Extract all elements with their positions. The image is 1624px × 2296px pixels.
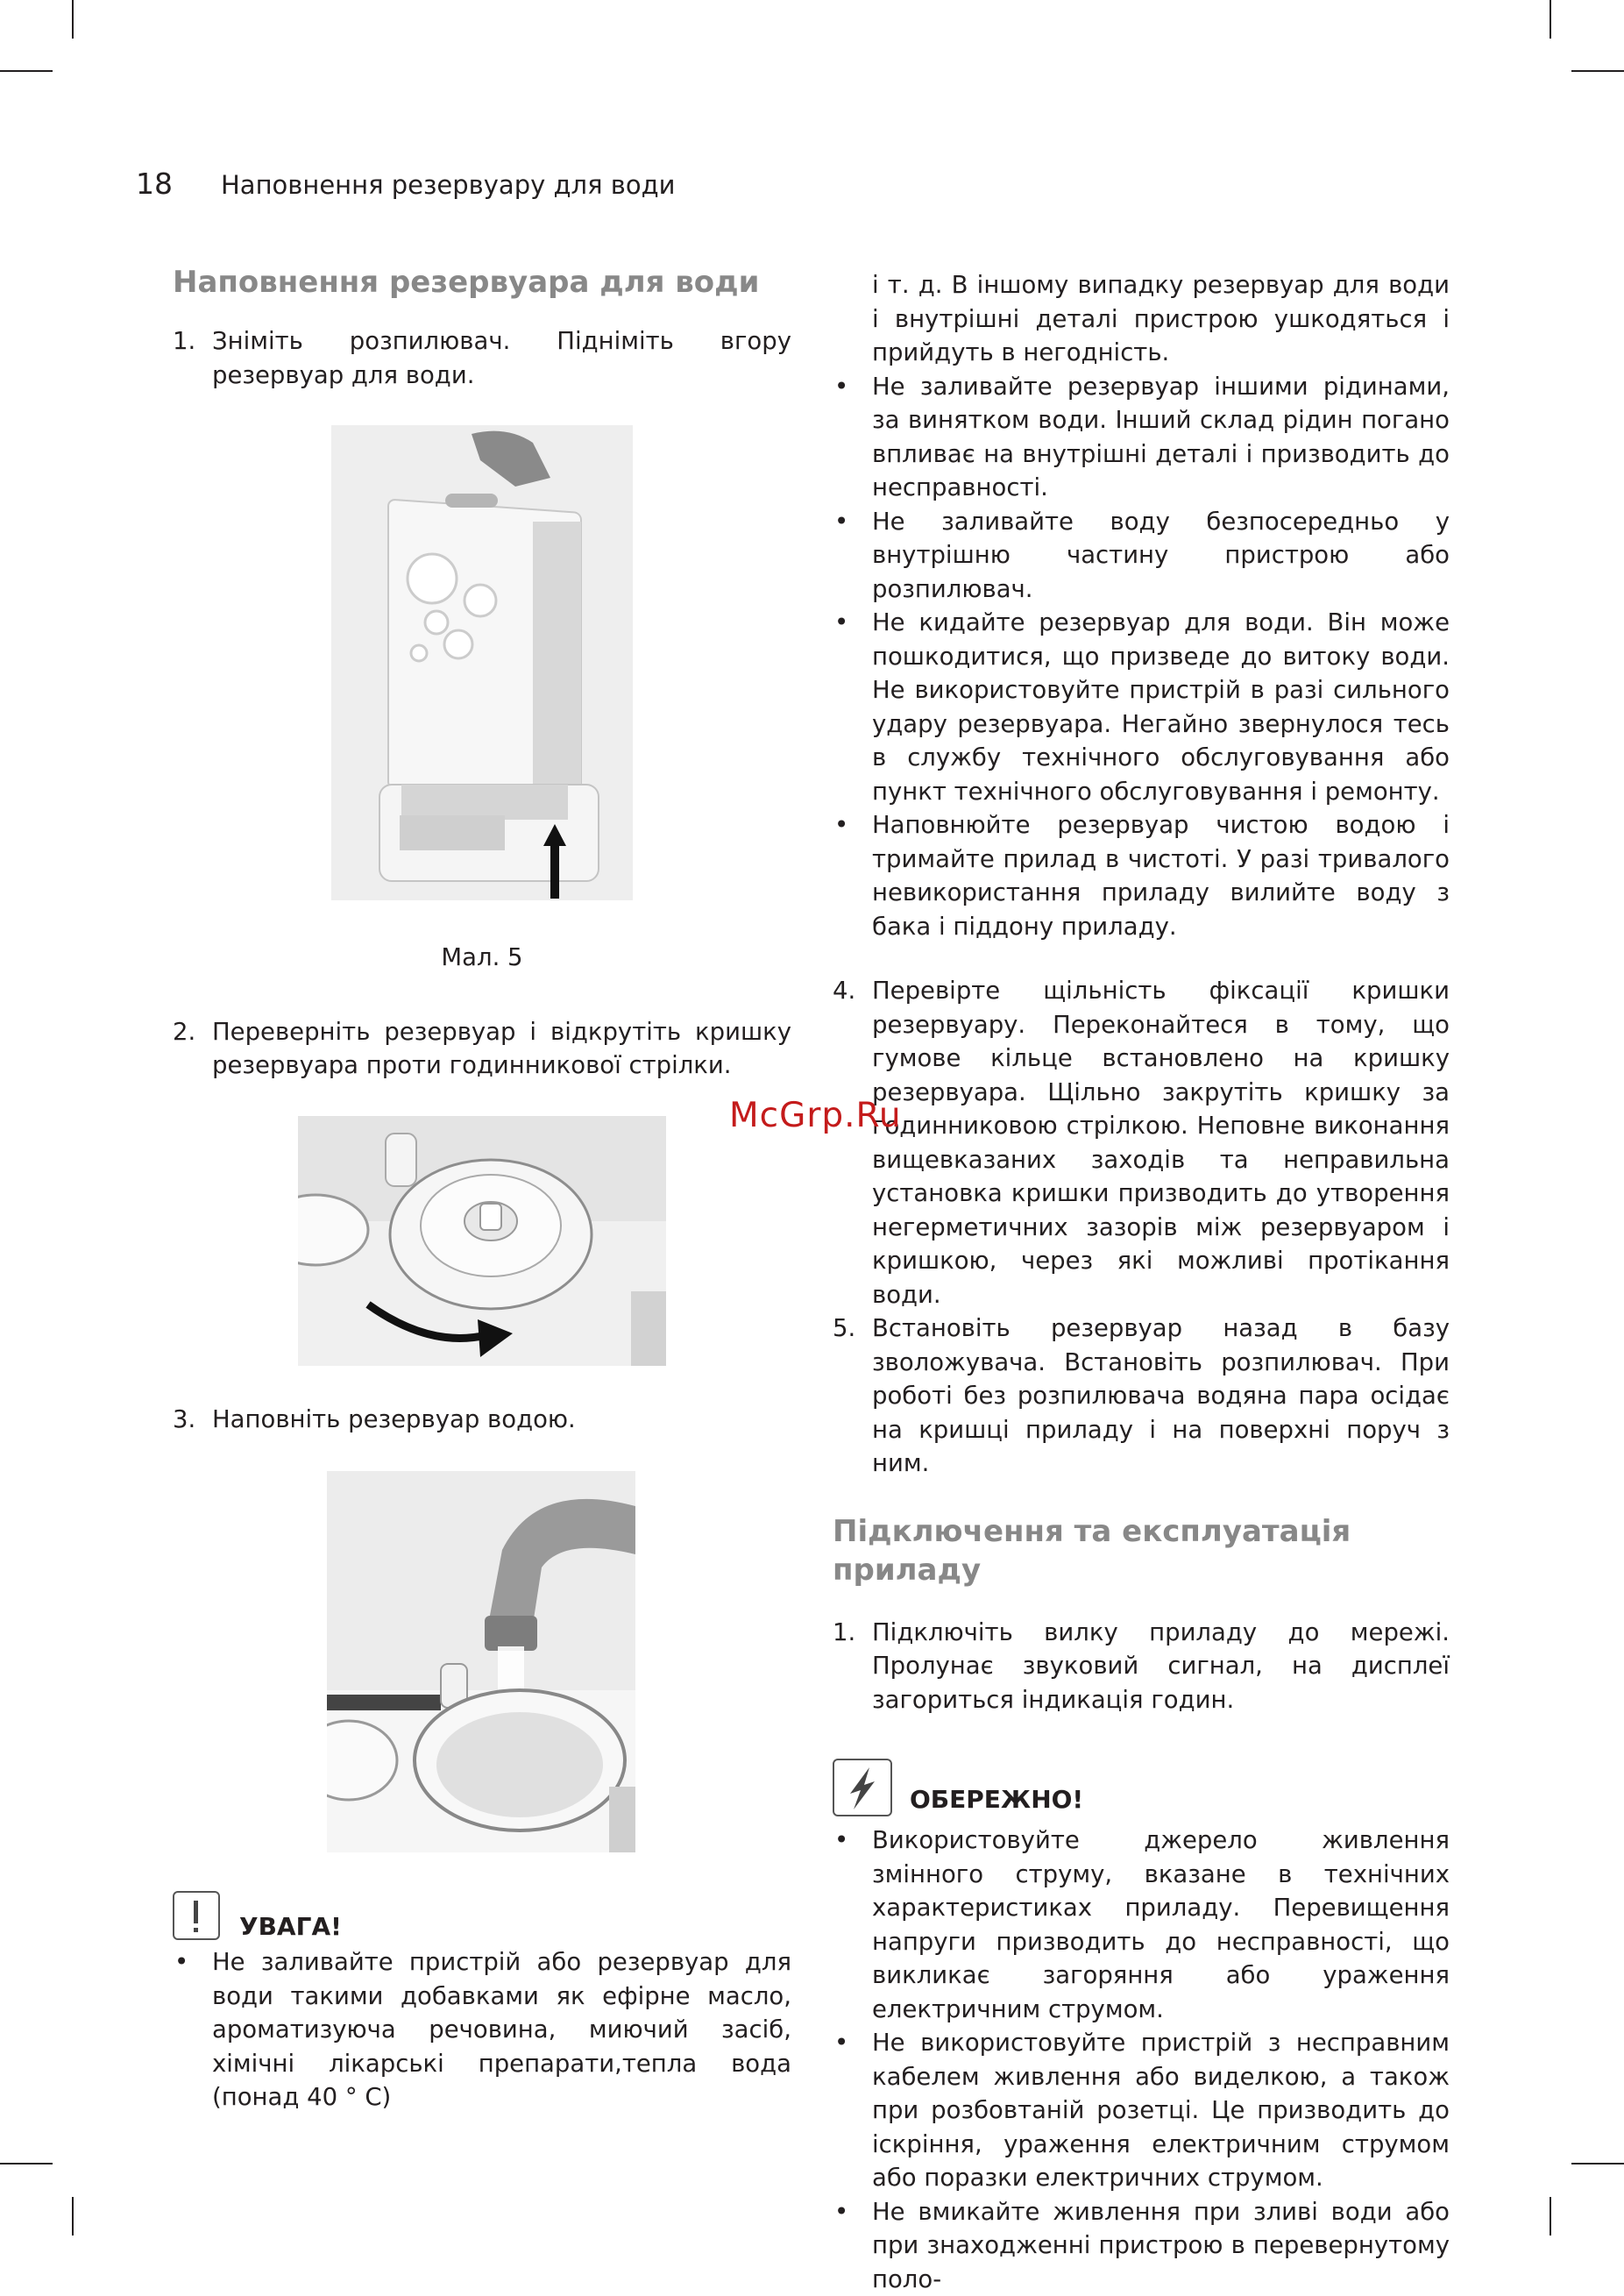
crop-mark [1550, 0, 1551, 39]
running-header [136, 167, 675, 201]
step-1 [173, 324, 791, 392]
figure-fill-water [327, 1471, 635, 1852]
figure-tank-lid [298, 1116, 666, 1366]
caution-title: ОБЕРЕЖНО! [910, 1783, 1083, 1817]
section-heading: Наповнення резервуара для води [173, 263, 791, 302]
step-number: 2. [173, 1015, 195, 1049]
step-number: 1. [173, 324, 195, 359]
running-title: Наповнення резервуару для води [221, 170, 675, 200]
crop-mark [0, 2163, 53, 2164]
caution-notice [833, 1759, 1450, 1811]
exclamation-icon [173, 1891, 220, 1940]
step-3 [173, 1403, 791, 1437]
crop-mark [1571, 2163, 1624, 2164]
lightning-icon [833, 1759, 892, 1816]
step-number: 3. [173, 1403, 195, 1437]
humidifier-illustration [331, 425, 633, 900]
crop-mark [1571, 70, 1624, 72]
step-text: Наповніть резервуар водою. [212, 1405, 576, 1433]
caution-bullet: • Не вмикайте живлення при зливі води або при знаходженні пристрою в перевернутому поло- [833, 2195, 1450, 2296]
crop-mark [1550, 2197, 1551, 2236]
warning-bullet: • Не кидайте резервуар для води. Він може пошкодитися, що призведе до витоку води. Не використовуйте пристрій в разі сильного удару резервуара. Негайно звернулося тесь в службу технічного обслуговування або пункт технічного обслуговування і ремонту. [833, 606, 1450, 808]
figure-humidifier-lift-tank [331, 425, 633, 900]
caution-bullet: • Не використовуйте пристрій з несправним кабелем живлення або виделкою, а також при розбовтаній розетці. Це призводить до іскріння, ураження електричним струмом або поразки електричних струмом. [833, 2026, 1450, 2195]
step-2 [173, 1015, 791, 1083]
connect-step-1 [833, 1616, 1450, 1717]
attention-bullet: • Не заливайте пристрій або резервуар для води такими добавками як ефірне масло, ароматизуюча речовина, миючий засіб, хімічні лікарські препарати,тепла вода (понад 40 ° С) [173, 1945, 791, 2115]
figure-caption: Мал. 5 [173, 941, 791, 975]
step-number: 5. [833, 1311, 855, 1346]
step-text: Переверніть резервуар і відкрутіть кришку резервуара проти годинникової стрілки. [212, 1018, 791, 1080]
faucet-filling-illustration [327, 1471, 635, 1852]
watermark: McGrp.Ru [729, 1096, 902, 1135]
step-text: Встановіть резервуар назад в базу зволожувача. Встановіть розпилювач. При роботі без розпилювача водяна пара осідає на кришці приладу і на поверхні поруч з ним. [872, 1314, 1450, 1477]
continued-text: і т. д. В іншому випадку резервуар для води і внутрішні деталі пристрою ушкодяться і прийдуть в негодність. [833, 268, 1450, 370]
page-number: 18 [136, 167, 221, 201]
left-column [173, 263, 791, 2115]
crop-mark [72, 0, 74, 39]
warning-bullet: • Наповнюйте резервуар чистою водою і тримайте прилад в чистоті. У разі тривалого невикористання приладу вилийте воду з бака і піддону приладу. [833, 808, 1450, 943]
step-text: Підключіть вилку приладу до мережі. Пролунає звуковий сигнал, на дисплеї загориться індикація годин. [872, 1618, 1450, 1714]
step-text: Перевірте щільність фіксації кришки резервуару. Переконайтеся в тому, що гумове кільце встановлено на кришку резервуара. Щільно закрутіть кришку за годинниковою стрілкою. Неповне виконання вищевказаних заходів та неправильна установка кришки призводить до утворення негерметичних зазорів між резервуаром і кришкою, через які можливі протікання води. [872, 977, 1450, 1309]
crop-mark [72, 2197, 74, 2236]
warning-bullet: • Не заливайте резервуар іншими рідинами, за винятком води. Інший склад рідин погано впливає на внутрішні деталі і призводить до несправності. [833, 370, 1450, 505]
warning-bullet: • Не заливайте воду безпосередньо у внутрішню частину пристрою або розпилювач. [833, 505, 1450, 607]
step-text: Зніміть розпилювач. Підніміть вгору резервуар для води. [212, 327, 791, 389]
caution-bullet: • Використовуйте джерело живлення змінного струму, вказане в технічних характеристиках приладу. Перевищення напруги призводить до несправності, що викликає загоряння або ураження електричним струмом. [833, 1823, 1450, 2026]
step-5 [833, 1311, 1450, 1481]
tank-lid-illustration [298, 1116, 666, 1366]
step-number: 4. [833, 974, 855, 1008]
crop-mark [0, 70, 53, 72]
section-heading: Підключення та експлуатація приладу [833, 1512, 1450, 1589]
right-column [833, 268, 1450, 2296]
step-4 [833, 974, 1450, 1311]
step-number: 1. [833, 1616, 855, 1650]
attention-title: УВАГА! [239, 1910, 342, 1944]
attention-notice [173, 1891, 791, 1944]
